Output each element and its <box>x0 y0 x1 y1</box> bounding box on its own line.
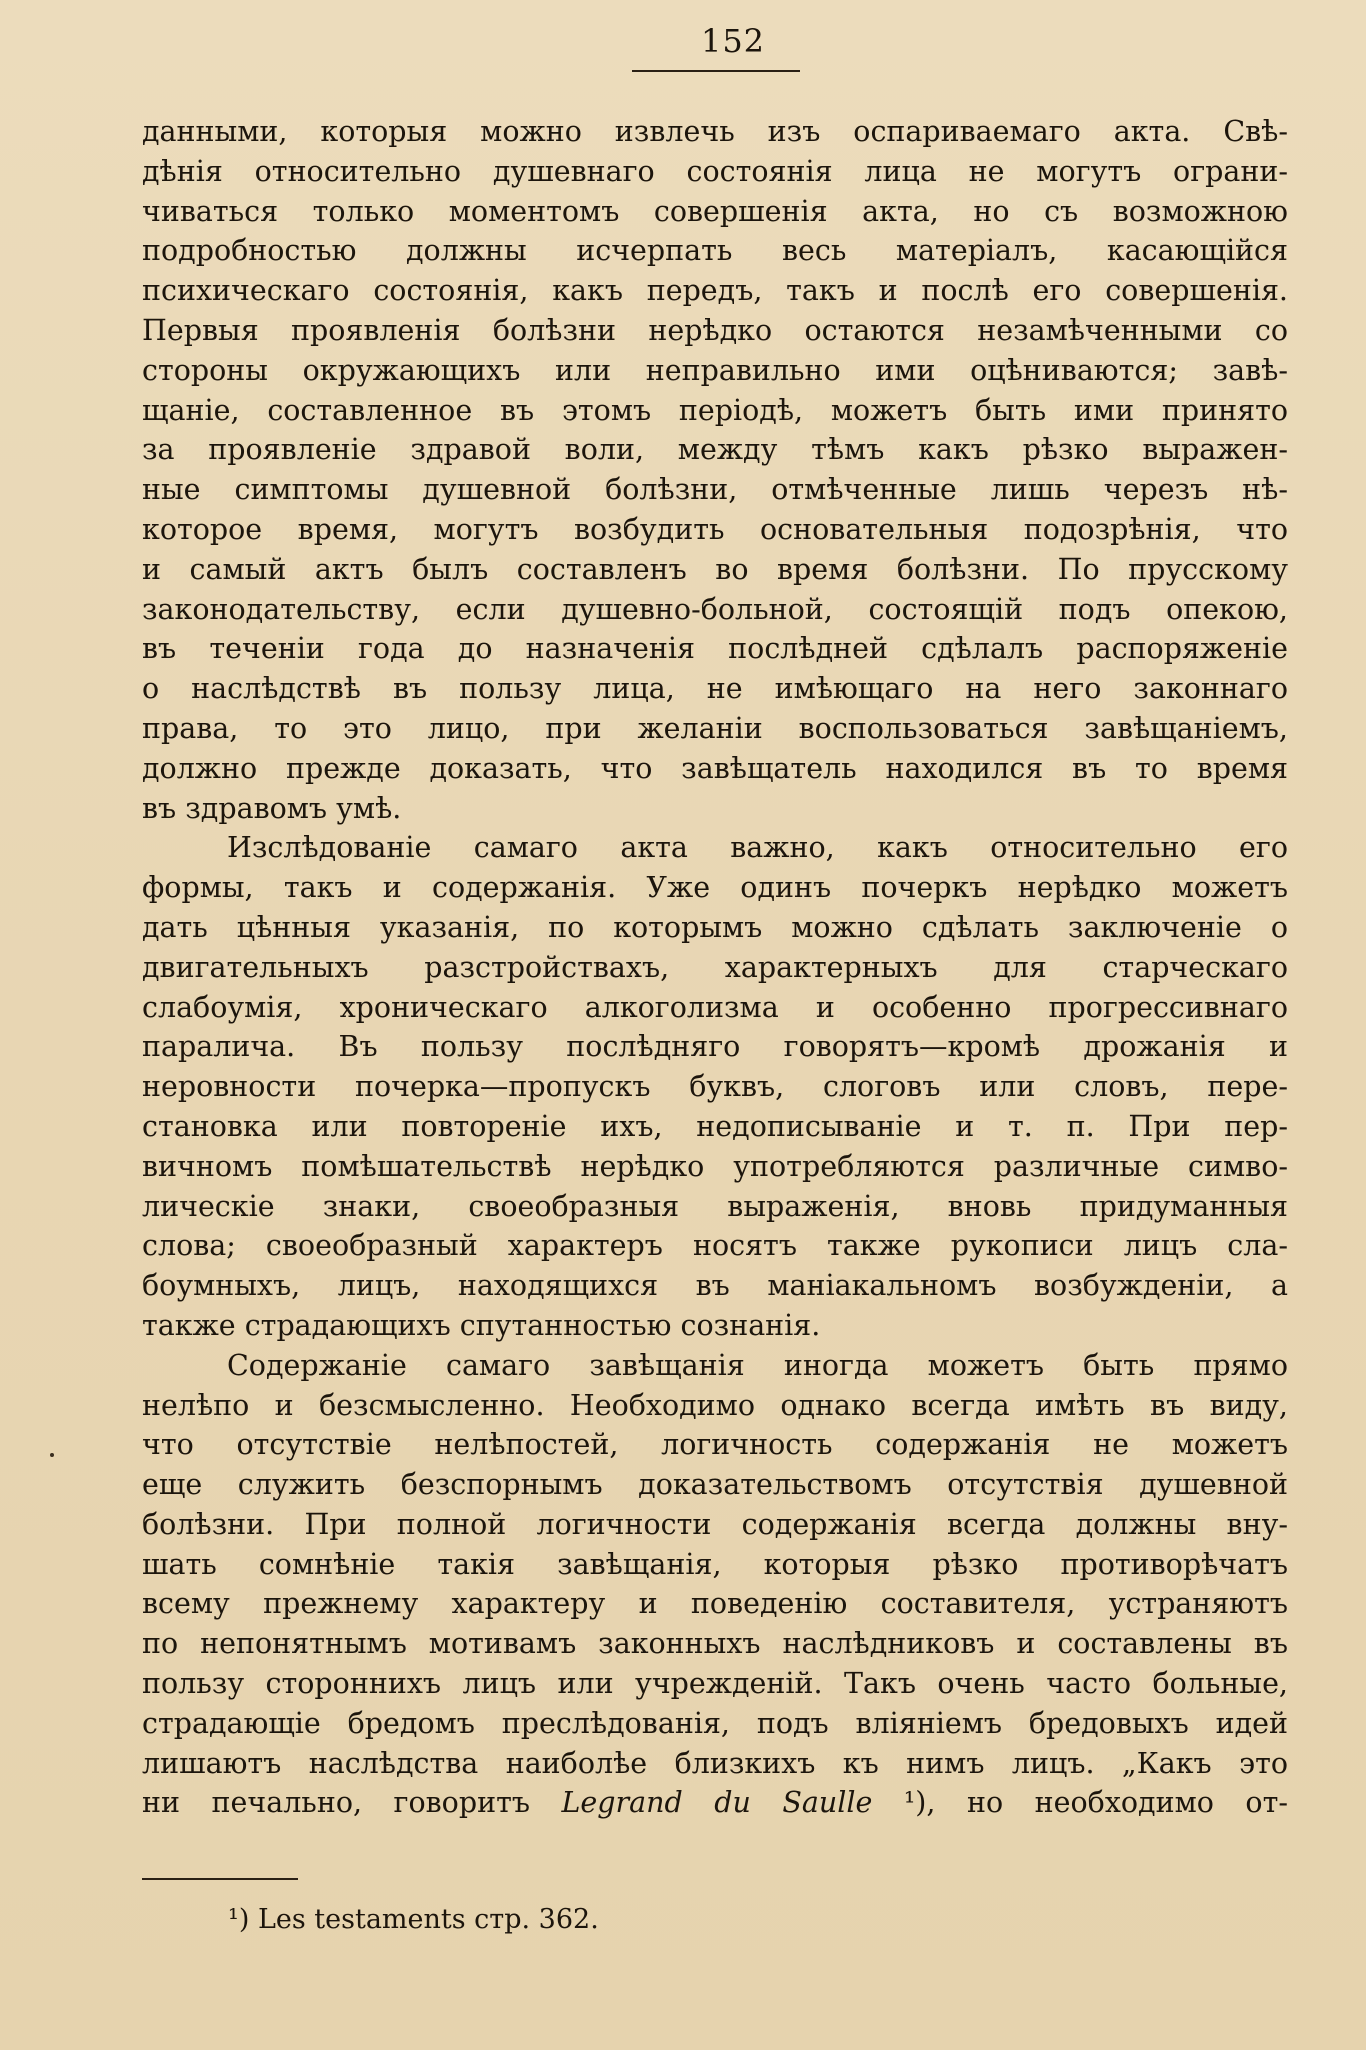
text-line: что отсутствіе нелѣпостей, логичность содержанія не можетъ <box>142 1428 1288 1462</box>
text-line: Изслѣдованіе самаго акта важно, какъ относительно его <box>227 831 1288 865</box>
author-name: Legrand du Saulle <box>561 1786 873 1820</box>
text-line: лическіе знаки, своеобразныя выраженія, вновь придуманныя <box>142 1189 1288 1223</box>
header-rule <box>632 70 800 72</box>
text-line: неровности почерка—пропускъ буквъ, слоговъ или словъ, пере- <box>142 1070 1288 1104</box>
text-line: пользу стороннихъ лицъ или учрежденій. Такъ очень часто больные, <box>142 1667 1288 1701</box>
text-line: страдающіе бредомъ преслѣдованія, подъ вліяніемъ бредовыхъ идей <box>142 1706 1288 1740</box>
text-line-final <box>142 1783 1288 1823</box>
text-line: въ теченіи года до назначенія послѣдней сдѣлалъ распоряженіе <box>142 632 1288 666</box>
final-line-end: ¹), но необходимо от- <box>872 1786 1288 1820</box>
text-line: лишаютъ наслѣдства наиболѣе близкихъ къ нимъ лицъ. „Какъ это <box>142 1746 1288 1780</box>
text-line: права, то это лицо, при желаніи воспользоваться завѣщаніемъ, <box>142 711 1288 745</box>
text-line: психическаго состоянія, какъ передъ, такъ и послѣ его совершенія. <box>142 274 1288 308</box>
text-line: стороны окружающихъ или неправильно ими оцѣниваются; завѣ- <box>142 353 1288 387</box>
text-line: нелѣпо и безсмысленно. Необходимо однако всегда имѣть въ виду, <box>142 1388 1288 1422</box>
text-line: должно прежде доказать, что завѣщатель находился въ то время <box>142 751 1288 785</box>
text-line: слабоумія, хроническаго алкоголизма и особенно прогрессивнаго <box>142 990 1288 1024</box>
footnote-rule <box>142 1878 298 1880</box>
text-line: Содержаніе самаго завѣщанія иногда можетъ быть прямо <box>227 1348 1288 1382</box>
text-line: о наслѣдствѣ въ пользу лица, не имѣющаго на него законнаго <box>142 672 1288 706</box>
text-line: дать цѣнныя указанія, по которымъ можно сдѣлать заключеніе о <box>142 910 1288 944</box>
text-line: которое время, могутъ возбудить основательныя подозрѣнія, что <box>142 512 1288 546</box>
text-line: слова; своеобразный характеръ носятъ также рукописи лицъ сла- <box>142 1229 1288 1263</box>
text-line: боумныхъ, лицъ, находящихся въ маніакальномъ возбужденіи, а <box>142 1269 1288 1303</box>
text-line: по непонятнымъ мотивамъ законныхъ наслѣдниковъ и составлены въ <box>142 1627 1288 1661</box>
text-line: шать сомнѣніе такія завѣщанія, которыя рѣзко противорѣчатъ <box>142 1547 1288 1581</box>
final-line-start: ни печально, говоритъ <box>142 1786 562 1820</box>
text-line: подробностью должны исчерпать весь матеріалъ, касающійся <box>142 234 1288 268</box>
text-line: двигательныхъ разстройствахъ, характерныхъ для старческаго <box>142 950 1288 984</box>
text-line: за проявленіе здравой воли, между тѣмъ какъ рѣзко выражен- <box>142 433 1288 467</box>
text-line: паралича. Въ пользу послѣдняго говорятъ—кромѣ дрожанія и <box>142 1030 1288 1064</box>
text-line: щаніе, составленное въ этомъ періодѣ, можетъ быть ими принято <box>142 393 1288 427</box>
text-line: еще служить безспорнымъ доказательствомъ отсутствія душевной <box>142 1468 1288 1502</box>
footnote: ¹) Les testaments стр. 362. <box>228 1904 599 1935</box>
text-line: ные симптомы душевной болѣзни, отмѣченные лишь черезъ нѣ- <box>142 473 1288 507</box>
text-line: формы, такъ и содержанія. Уже одинъ почеркъ нерѣдко можетъ <box>142 871 1288 905</box>
margin-speck <box>50 1453 54 1457</box>
text-line: вичномъ помѣшательствѣ нерѣдко употребляются различные симво- <box>142 1149 1288 1183</box>
text-line: законодательству, если душевно-больной, состоящій подъ опекою, <box>142 592 1288 626</box>
text-line: чиваться только моментомъ совершенія акта, но съ возможною <box>142 194 1288 228</box>
text-line: и самый актъ былъ составленъ во время болѣзни. По прусскому <box>142 552 1288 586</box>
text-line: въ здравомъ умѣ. <box>142 791 402 825</box>
text-line: Первыя проявленія болѣзни нерѣдко остаются незамѣченными со <box>142 313 1288 347</box>
text-line: дѣнія относительно душевнаго состоянія лица не могутъ ограни- <box>142 154 1288 188</box>
text-line: всему прежнему характеру и поведенію составителя, устраняютъ <box>142 1587 1288 1621</box>
body-text <box>142 112 1288 1823</box>
text-line: становка или повтореніе ихъ, недописываніе и т. п. При пер- <box>142 1109 1288 1143</box>
page-number: 152 <box>700 22 766 60</box>
text-line: данными, которыя можно извлечь изъ оспариваемаго акта. Свѣ- <box>142 115 1288 148</box>
text-line: болѣзни. При полной логичности содержанія всегда должны вну- <box>142 1507 1288 1541</box>
text-line: также страдающихъ спутанностью сознанія. <box>142 1308 821 1342</box>
